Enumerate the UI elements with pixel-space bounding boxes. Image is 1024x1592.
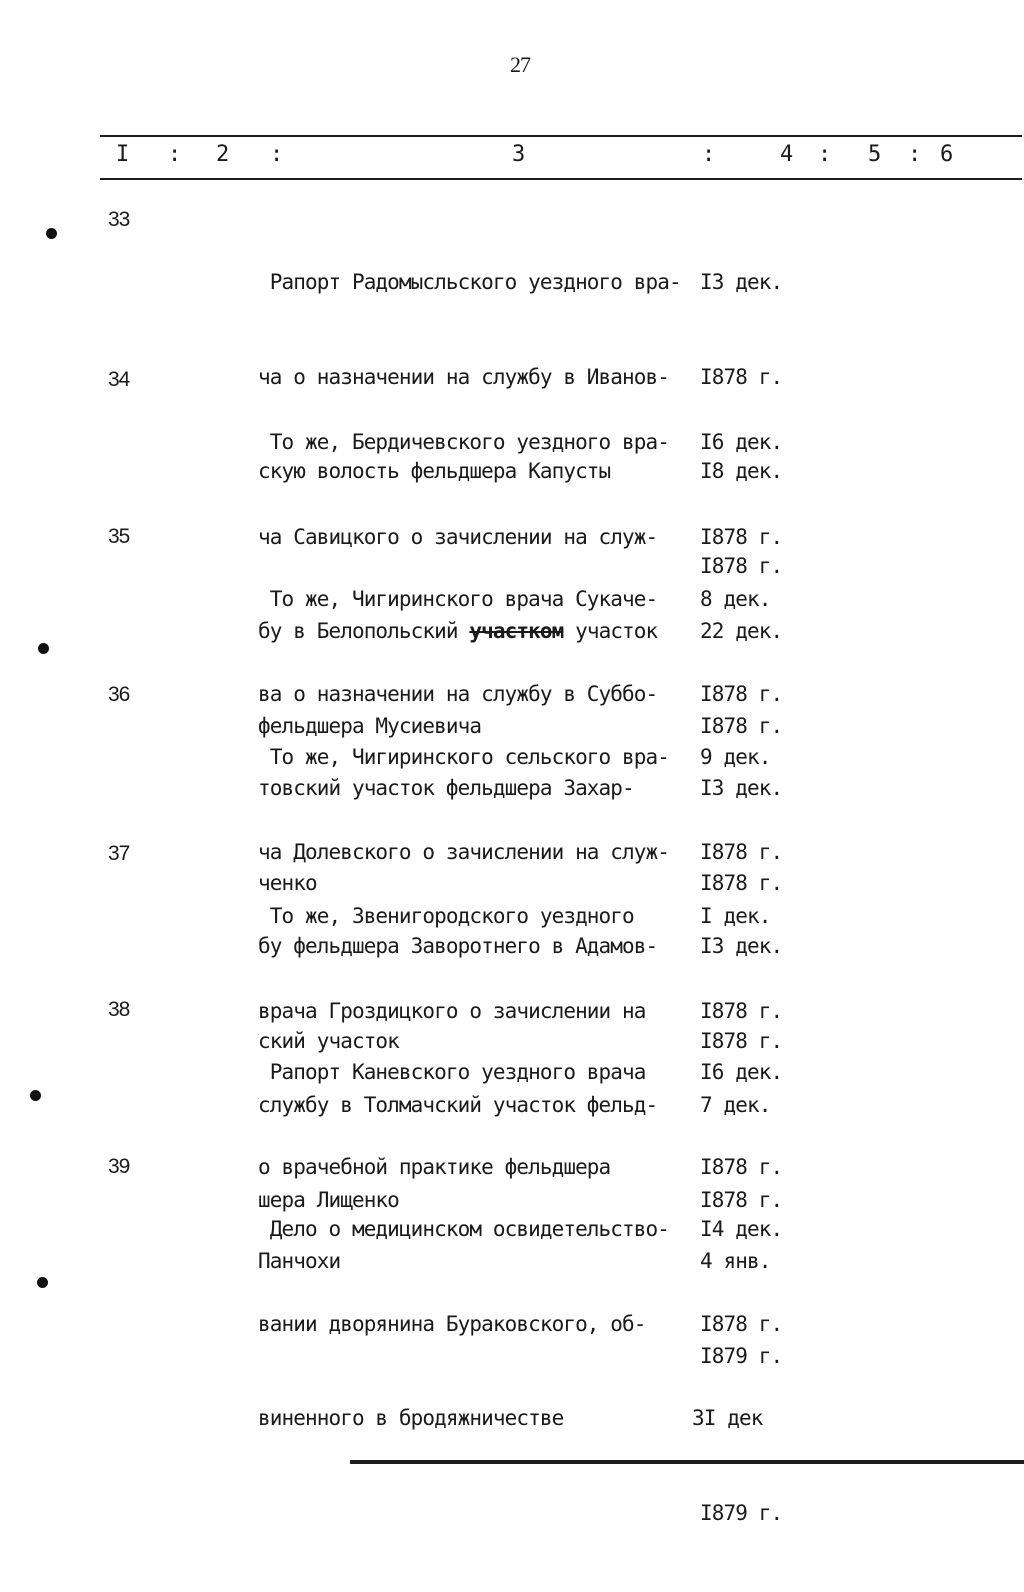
description-line: Рапорт Каневского уездного врача xyxy=(258,1060,646,1084)
date-line: I878 г. xyxy=(700,713,783,738)
description-line: Дело о медицинском освидетельство- xyxy=(258,1217,670,1241)
description-line: То же, Чигиринского сельского вра- xyxy=(258,745,670,769)
column-5-header: 5 xyxy=(868,142,882,167)
description-line: ча Долевского о зачислении на служ- xyxy=(258,839,670,864)
description-line: ва о назначении на службу в Суббо- xyxy=(258,681,658,706)
date-line: I3 дек. xyxy=(700,776,783,800)
entry-dates xyxy=(692,1151,812,1592)
entry-number: 37 xyxy=(108,842,130,865)
description-line: вании дворянина Бураковского, об- xyxy=(258,1311,646,1336)
entry-number: 39 xyxy=(108,1155,130,1178)
date-line: 8 дек. xyxy=(700,587,771,611)
column-separator: : xyxy=(702,142,716,167)
description-line: товский участок фельдшера Захар- xyxy=(258,776,634,800)
date-line: I878 г. xyxy=(700,998,783,1023)
date-line: I879 г. xyxy=(700,1343,783,1368)
date-line: I878 г. xyxy=(700,681,783,706)
date-line: I6 дек. xyxy=(700,430,783,454)
column-1-header: I xyxy=(116,142,130,167)
description-line: ский участок xyxy=(258,1028,399,1053)
description-fragment: бу в Белопольский xyxy=(258,619,470,643)
description-line: шера Лищенко xyxy=(258,1187,399,1212)
bottom-edge-shadow xyxy=(350,1460,1024,1464)
entry-description xyxy=(258,1151,708,1592)
column-separator: : xyxy=(908,142,922,167)
date-line: I878 г. xyxy=(700,553,783,578)
entry-number: 35 xyxy=(108,525,130,548)
column-3-header: 3 xyxy=(512,142,526,167)
description-line: бу фельдшера Заворотнего в Адамов- xyxy=(258,934,658,958)
column-separator: : xyxy=(168,142,182,167)
description-line xyxy=(258,1498,708,1530)
date-line: I дек. xyxy=(700,904,771,928)
header-bottom-rule xyxy=(100,178,1022,180)
date-line: I4 дек. xyxy=(700,1217,783,1241)
description-line: То же, Звенигородского уездного xyxy=(258,904,634,928)
column-2-header: 2 xyxy=(216,142,230,167)
date-line: I878 г. xyxy=(700,839,783,864)
date-line: I878 г. xyxy=(700,1187,783,1212)
date-line: 7 дек. xyxy=(700,1093,771,1117)
date-line: I878 г. xyxy=(700,524,783,549)
punch-hole-icon xyxy=(46,228,57,239)
date-line: 3I дек xyxy=(692,1406,763,1430)
entry-number: 33 xyxy=(108,208,130,231)
column-separator: : xyxy=(270,142,284,167)
column-4-header: 4 xyxy=(780,142,794,167)
description-line: врача Гроздицкого о зачислении на xyxy=(258,998,646,1023)
date-line: I878 г. xyxy=(700,1028,783,1053)
date-line: 22 дек. xyxy=(700,619,783,643)
header-top-rule xyxy=(100,135,1022,137)
description-line: ча Савицкого о зачислении на служ- xyxy=(258,524,658,549)
description-line: Панчохи xyxy=(258,1249,341,1273)
description-line: То же, Чигиринского врача Сукаче- xyxy=(258,587,658,611)
date-line: I3 дек. xyxy=(700,934,783,958)
table-header xyxy=(100,142,1022,174)
date-line: I878 г. xyxy=(700,1311,783,1336)
column-separator: : xyxy=(818,142,832,167)
struck-out-word: участком xyxy=(469,619,564,643)
date-line: 9 дек. xyxy=(700,745,771,769)
description-line: Рапорт Радомысльского уездного вра- xyxy=(258,270,681,294)
description-line: ча о назначении на службу в Иванов- xyxy=(258,364,670,389)
date-line: I3 дек. xyxy=(700,270,783,294)
date-line: I878 г. xyxy=(700,870,783,895)
page-number: 27 xyxy=(510,52,530,77)
date-line: I8 дек. xyxy=(700,459,783,483)
description-line: То же, Бердичевского уездного вра- xyxy=(258,430,670,454)
date-line: I879 г. xyxy=(700,1500,783,1525)
entry-number: 38 xyxy=(108,998,130,1021)
entry-number: 34 xyxy=(108,368,130,391)
description-line: скую волость фельдшера Капусты xyxy=(258,459,611,483)
punch-hole-icon xyxy=(38,643,49,654)
description-line: службу в Толмачский участок фельд- xyxy=(258,1093,658,1117)
punch-hole-icon xyxy=(30,1090,41,1101)
punch-hole-icon xyxy=(37,1277,48,1288)
description-line: виненного в бродяжничестве xyxy=(258,1406,564,1430)
description-line: фельдшера Мусиевича xyxy=(258,713,482,738)
description-fragment: участок xyxy=(563,619,658,643)
column-6-header: 6 xyxy=(940,142,954,167)
date-line: I6 дек. xyxy=(700,1060,783,1084)
description-line: о врачебной практике фельдшера xyxy=(258,1154,611,1179)
description-line: ченко xyxy=(258,870,317,895)
date-line: I878 г. xyxy=(700,1154,783,1179)
date-line: 4 янв. xyxy=(700,1249,771,1273)
entry-number: 36 xyxy=(108,683,130,706)
date-line: I878 г. xyxy=(700,364,783,389)
